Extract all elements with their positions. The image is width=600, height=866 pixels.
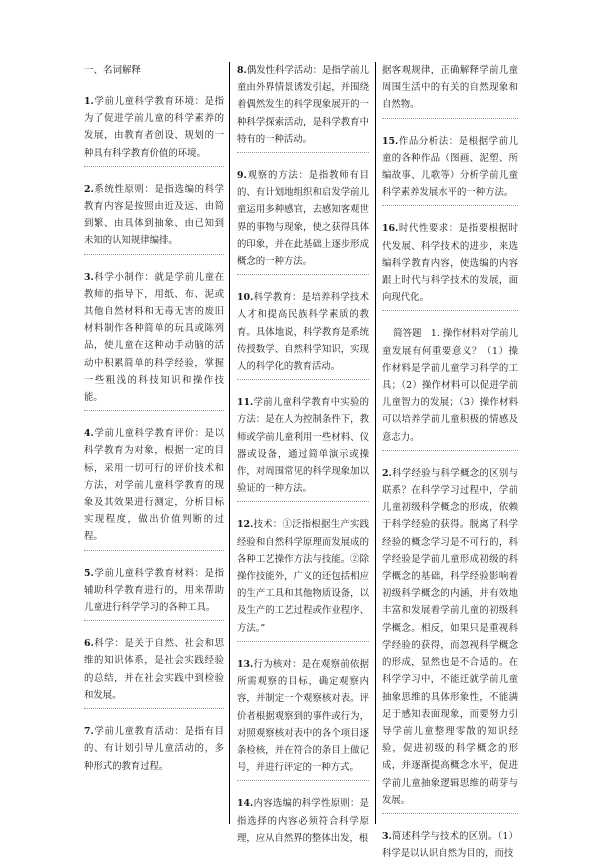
entry-number: 8.	[237, 65, 247, 76]
term-entry-10	[237, 289, 369, 380]
term-entry-5	[84, 565, 224, 622]
entry-text: 作品分析法：是根据学前儿童的各种作品（图画、泥塑、所编故事、儿歌等）分析学前儿童科学素养发展水平的一种方法。	[382, 135, 518, 199]
entry-number: 9.	[237, 170, 247, 182]
entry-text: 简述科学与技术的区别。（1）科学是以认识自然为目的，而技	[382, 830, 518, 860]
entry-text: 科学：是关于自然、社会和思维的知识体系，是社会实践经验的总结，并在社会实践中到检验和发展。	[84, 638, 224, 701]
entry-text: 学前儿童科学教育材料：是指辅助科学教育进行的，用来帮助儿童进行科学学习的各种工具。	[84, 567, 224, 614]
term-entry-4	[84, 425, 224, 550]
entry-text: 简答题 1. 操作材料对学前儿童发展有何重要意义？（1）操作材料是学前儿童学习科学的工具；（2）操作材料可以促进学前儿童智力的发展；（3）操作材料可以培养学前儿童积极的情感及意志力。	[382, 328, 518, 443]
term-entry-8	[237, 62, 369, 153]
term-entry-3	[84, 269, 224, 412]
entry-number: 3.	[84, 271, 94, 283]
column-divider	[229, 62, 230, 824]
column-left	[84, 62, 224, 824]
entry-number: 5.	[84, 567, 94, 579]
entry-text: 科学小制作：就是学前儿童在教师的指导下，用纸、布、泥或其他自然材料和无毒无害的废旧材料制作各种简单的玩具或陈列品，使儿童在这种动手动脑的活动中积累简单的科学经验，掌握一些粗浅的科技知识和操作技能。	[84, 271, 224, 404]
entry-text: 学前儿童科学教育评价：是以科学教育为对象，根据一定的目标，采用一切可行的评价技术和方法，对学前儿童科学教育的现象及其效果进行测定，分析目标实现程度，做出价值判断的过程。	[84, 428, 224, 543]
short-answer-3	[382, 828, 518, 866]
entry-text: 学前儿童科学教育环境：是指为了促进学前儿童的科学素养的发展，由教育者创设、规划的一种具有科学教育价值的环境。	[84, 96, 224, 159]
entry-text: 学前儿童教育活动：是指有目的、有计划引导儿童活动的，多种形式的教育过程。	[84, 726, 224, 772]
entry-text: 科学教育：是培养科学技术人才和提高民族科学素质的教育。具体地说，科学教育是系统传授数学、自然科学知识，实现人的科学化的教育活动。	[237, 292, 369, 373]
entry-number: 10.	[237, 292, 254, 304]
entry-number: 12.	[237, 519, 254, 531]
short-answer-1	[382, 325, 518, 450]
term-entry-14-continued	[382, 62, 518, 119]
entry-number: 2.	[84, 183, 94, 195]
entry-number: 3.	[382, 830, 392, 842]
entry-text: 系统性原则：是指选编的科学教育内容是按照由近及远、由简到繁、由具体到抽象、由已知到未知的认知规律编排。	[84, 183, 224, 247]
term-entry-1	[84, 93, 224, 167]
entry-text: 观察的方法：是指教师有目的、有计划地组织和启发学前儿童运用多种感官，去感知客观世界的事物与现象，使之获得具体的印象，并在此基础上逐步形成概念的一种方法。	[237, 170, 369, 268]
entry-text: 内容选编的科学性原则：是指选择的内容必须符合科学原理，应从自然界的整体出发，根	[237, 798, 369, 844]
entry-text: 科学经验与科学概念的区别与联系？在科学学习过程中，学前儿童初级科学概念的形成，依赖于科学经验的获得。脱离了科学经验的概念学习是不可行的，科学经验是学前儿童形成初级的科学概念的基础，科学经验影响着初级科学概念的内涵，并有效地丰富和发展着学前儿童的初级科学概念。相反，如果只是重视科学经验的获得，而忽视科学概念的形成，显然也是不合适的。在科学学习中，不能迁就学前儿童抽象思维的具体形象性，不能满足于感知表面现象，而要努力引导学前儿童整理零散的知识经验，促进初级的科学概念的形成，并逐渐提高概念水平，促进学前儿童抽象逻辑思维的萌芽与发展。	[382, 467, 518, 806]
short-answer-2	[382, 465, 518, 814]
term-entry-12	[237, 516, 369, 641]
entry-number: 11.	[237, 397, 254, 409]
term-entry-16	[382, 220, 518, 311]
entry-text: 偶发性科学活动：是指学前儿童由外界情景诱发引起，并围绕着偶然发生的科学现象展开的一种科学探索活动，是科学教育中特有的一种活动。	[237, 65, 369, 145]
entry-text: 学前儿童科学教育中实验的方法：是在人为控制条件下，教师或学前儿童利用一些材料、仪器或设备，通过简单演示或操作，对周围常见的科学现象加以验证的一种方法。	[237, 397, 369, 495]
term-entry-15	[382, 133, 518, 207]
term-entry-6	[84, 635, 224, 709]
term-entry-13	[237, 656, 369, 781]
entry-number: 16.	[382, 223, 399, 235]
entry-number: 13.	[237, 658, 254, 670]
column-divider	[375, 62, 376, 824]
entry-number: 15.	[382, 135, 399, 147]
term-entry-2	[84, 181, 224, 255]
term-entry-11	[237, 394, 369, 502]
entry-number: 2.	[382, 467, 392, 479]
entry-text: 技术：①泛指根据生产实践经验和自然科学原理而发展成的各种工艺操作方法与技能。②除操作技能外，广义的还包括相应的生产工具和其他物质设备，以及生产的工艺过程或作业程序、方法。”	[237, 519, 369, 634]
entry-number: 1.	[84, 96, 94, 107]
column-middle	[237, 62, 369, 844]
term-entry-9	[237, 167, 369, 275]
entry-text: 时代性要求：是指要根据时代发展、科学技术的进步，来选编科学教育内容，使选编的内容跟上时代与科学技术的发展，面向现代化。	[382, 223, 518, 304]
entry-text: 行为核对：是在观察前依据所需观察的目标，确定观察内容，并制定一个观察核对表。评价者根据观察到的事件或行为，对照观察核对表中的各个项目逐条检核，并在符合的条目上做记号，并进行评定的一种方式。	[237, 658, 369, 774]
term-entry-14	[237, 795, 369, 851]
entry-number: 4.	[84, 428, 94, 440]
entry-number: 6.	[84, 638, 94, 650]
entry-text: 据客观规律，正确解释学前儿童周围生活中的有关的自然现象和自然物。	[382, 65, 518, 111]
column-right	[382, 62, 518, 860]
section-heading: 一、名词解释	[84, 65, 142, 76]
term-entry-7	[84, 723, 224, 779]
entry-number: 14.	[237, 798, 254, 810]
entry-number: 7.	[84, 726, 94, 738]
document-page	[84, 62, 518, 860]
